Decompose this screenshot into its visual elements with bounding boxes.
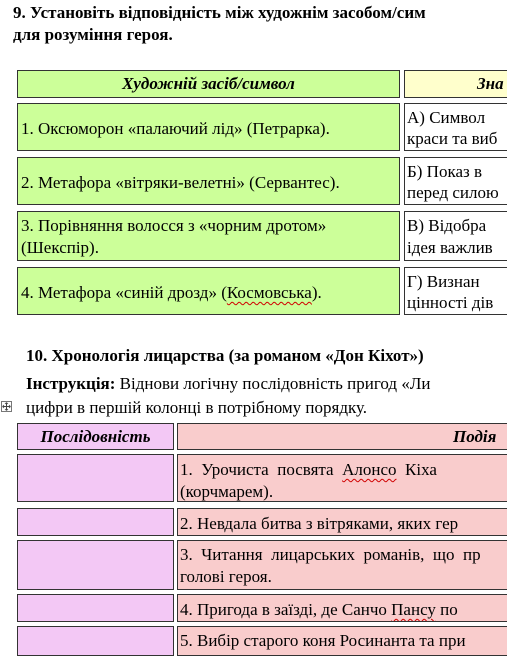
task10-row3-line1: 3. Читання лицарських романів, що пр <box>180 545 481 564</box>
task9-row2-right-line2: перед силою <box>407 183 499 202</box>
task9-row1-text: 1. Оксюморон «палаючий лід» (Петрарка). <box>21 119 330 138</box>
table-move-handle-icon[interactable] <box>1 401 12 412</box>
task9-row2-right-line1: Б) Показ в <box>407 162 482 181</box>
task10-row2-event <box>177 508 507 536</box>
task9-title-line2: для розуміння героя. <box>13 25 173 44</box>
task9-row3-right <box>404 211 507 261</box>
task10-row1-line2: (корчмарем). <box>180 482 274 501</box>
task9-row2-left <box>17 157 400 205</box>
task10-row2-line1: 2. Невдала битва з вітряками, яких гер <box>180 514 459 533</box>
task10-row1-line1 <box>180 459 437 480</box>
task9-row4-text-a: 4. Метафора «синій дрозд» ( <box>21 283 227 302</box>
task10-row4-event <box>177 594 507 622</box>
task9-row4-right-line1: Г) Визнан <box>407 272 480 291</box>
task10-row4-order-input[interactable] <box>17 594 174 622</box>
task9-row4-right-line2: цінності дів <box>407 293 494 312</box>
task9-row1-right-line2: краси та виб <box>407 129 498 148</box>
task9-row4-left <box>17 267 400 315</box>
task9-row2-text: 2. Метафора «вітряки-велетні» (Сервантес). <box>21 173 340 192</box>
task10-row4-line1-c: по <box>435 600 458 619</box>
task10-header-left-label: Послідовність <box>40 427 151 446</box>
task10-row4-line1-name: Пансу <box>391 600 436 619</box>
task10-row1-line1-a: 1. Урочиста посвята <box>180 460 343 479</box>
task9-row4-text-c: ). <box>311 283 322 302</box>
task9-header-right <box>404 70 507 98</box>
task10-row1-order-input[interactable] <box>17 454 174 502</box>
task9-row4-text-author: Космовська <box>226 283 312 302</box>
task9-row3-left <box>17 211 400 261</box>
task10-row2-order-input[interactable] <box>17 508 174 536</box>
task9-row3-right-line1: В) Відобра <box>407 216 487 235</box>
task9-row1-right-line1: А) Символ <box>407 108 486 127</box>
task10-row1-line1-name: Алонсо <box>342 460 397 479</box>
task10-row5-event <box>177 626 507 656</box>
task9-row3-text-line1: 3. Порівняння волосся з «чорним дротом» <box>21 216 327 235</box>
task9-row1-left <box>17 103 400 151</box>
task9-header-left <box>17 70 400 98</box>
task10-header-right <box>177 423 507 450</box>
task9-header-right-label: Зна <box>477 74 504 93</box>
task10-instruction-line2: цифри в першій колонці в потрібному порядку. <box>26 398 368 417</box>
task10-instruction-label: Інструкція: <box>26 374 116 393</box>
task9-row2-right <box>404 157 507 205</box>
task10-row5-order-input[interactable] <box>17 626 174 656</box>
task9-row4-text <box>21 282 322 303</box>
task10-row1-event <box>177 454 507 502</box>
task9-row3-text-line2: (Шекспір). <box>21 238 99 257</box>
task10-row3-order-input[interactable] <box>17 540 174 590</box>
task9-row4-right <box>404 267 507 315</box>
task10-row4-line1 <box>180 599 458 620</box>
task10-row3-event <box>177 540 507 590</box>
task10-row4-line1-a: 4. Пригода в заїзді, де Санчо <box>180 600 392 619</box>
task10-header-left <box>17 423 174 450</box>
task9-row3-right-line2: ідея важлив <box>407 238 493 257</box>
task10-instruction-text: Віднови логічну послідовність пригод «Ли <box>115 374 431 393</box>
task10-row1-line1-c: Кіха <box>396 460 437 479</box>
task10-row5-line1: 5. Вибір старого коня Росинанта та при <box>180 631 466 650</box>
task10-header-right-label: Подія <box>453 427 497 446</box>
task9-header-left-label: Художній засіб/символ <box>122 74 295 93</box>
task10-row3-line2: голові героя. <box>180 567 272 586</box>
task10-instruction <box>26 373 430 394</box>
task10-title: 10. Хронологія лицарства (за романом «Дон Кіхот») <box>26 346 424 365</box>
task9-row1-right <box>404 103 507 151</box>
task9-title-line1: 9. Установіть відповідність між художнім засобом/сим <box>13 3 426 22</box>
